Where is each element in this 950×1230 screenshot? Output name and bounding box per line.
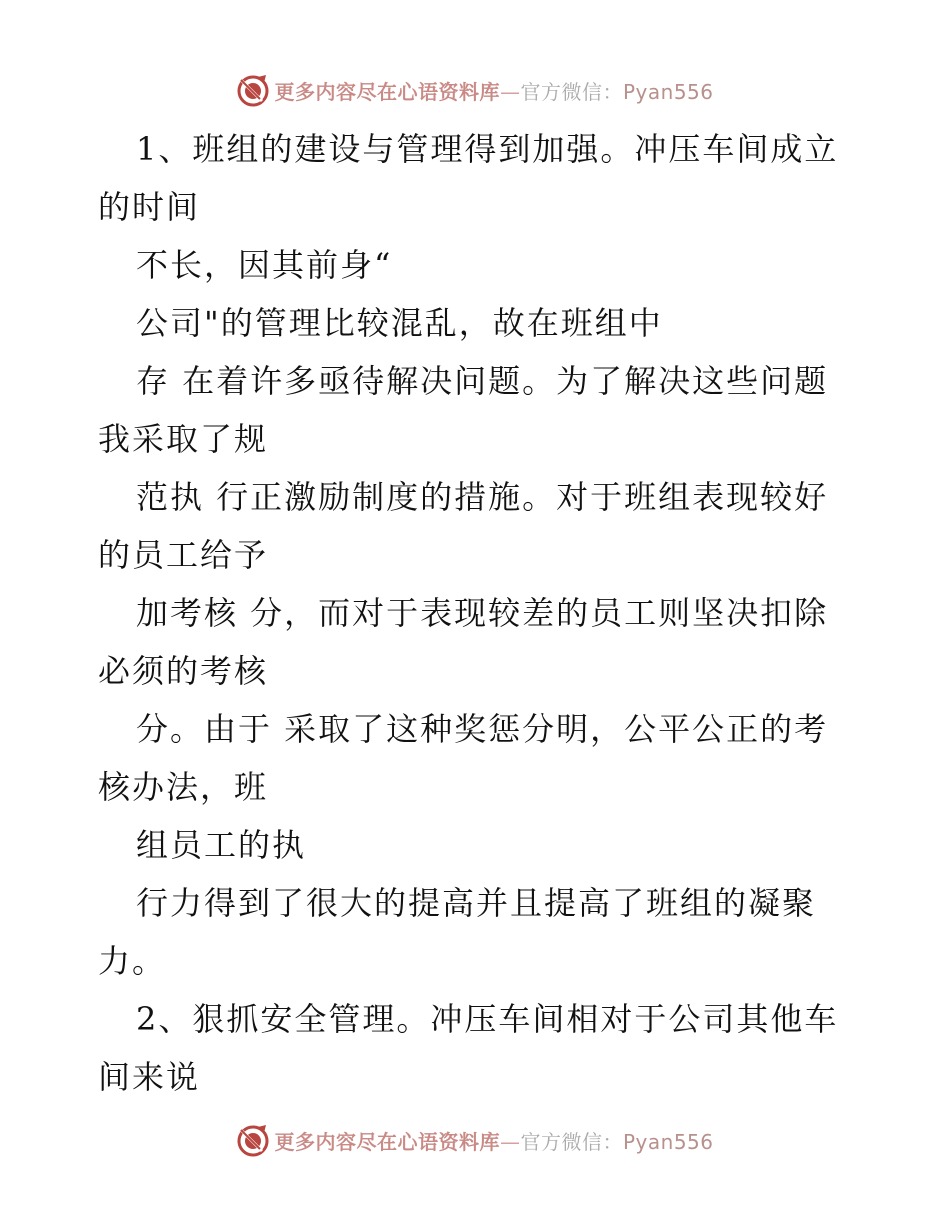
header-banner [0, 70, 950, 110]
text-line: 的时间 [98, 188, 201, 226]
text-line: 间来说 [98, 1058, 201, 1096]
circular-quill-logo-icon [236, 1123, 270, 1157]
text-line: 不长，因其前身“ [136, 246, 393, 284]
banner-text: 更多内容尽在心语资料库—官方微信：Pyan556 [274, 1129, 714, 1154]
text-line: 必须的考核 [98, 652, 269, 690]
footer-banner [0, 1120, 950, 1160]
text-line: 分。由于 采取了这种奖惩分明，公平公正的考 [136, 710, 829, 748]
text-line: 公司"的管理比较混乱，故在班组中 [136, 304, 663, 342]
text-line: 2、狠抓安全管理。冲压车间相对于公司其他车 [136, 1000, 839, 1038]
text-line: 范执 行正激励制度的措施。对于班组表现较好 [136, 478, 829, 516]
text-line: 加考核 分，而对于表现较差的员工则坚决扣除 [136, 594, 829, 632]
text-line: 力。 [98, 942, 167, 980]
text-line: 核办法，班 [98, 768, 269, 806]
text-line: 行力得到了很大的提高并且提高了班组的凝聚 [136, 884, 817, 922]
circular-quill-logo-icon [236, 73, 270, 107]
document-body [98, 120, 858, 1106]
text-line: 的员工给予 [98, 536, 269, 574]
text-line: 我采取了规 [98, 420, 269, 458]
text-line: 1、班组的建设与管理得到加强。冲压车间成立 [136, 130, 839, 168]
banner-text: 更多内容尽在心语资料库—官方微信：Pyan556 [274, 79, 714, 104]
text-line: 存 在着许多亟待解决问题。为了解决这些问题 [136, 362, 829, 400]
text-line: 组员工的执 [136, 826, 307, 864]
